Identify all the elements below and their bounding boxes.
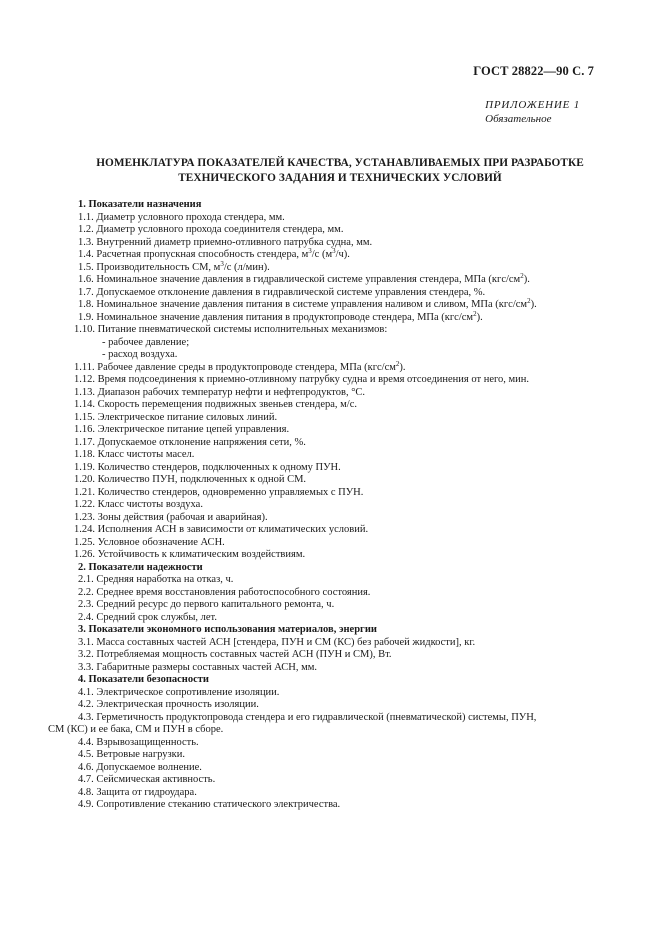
list-item-1-25: 1.25. Условное обозначение АСН. (74, 536, 225, 548)
superscript-2: 2 (520, 272, 524, 280)
list-item-1-18: 1.18. Класс чистоты масел. (74, 449, 195, 460)
appendix-status: Обязательное (485, 113, 552, 125)
list-item-1-7: 1.7. Допускаемое отклонение давления в гидравлической системе управления стендера, %. (78, 286, 486, 298)
list-item-1-11-text-a: 1.11. Рабочее давление среды в продуктопроводе стендера, МПа (кгс/см (74, 361, 396, 373)
nomenclature-list (0, 199, 661, 812)
list-item-2-1: 2.1. Средняя наработка на отказ, ч. (78, 574, 234, 585)
list-item-1-9-text-b: ). (476, 311, 483, 323)
appendix-label (485, 98, 580, 126)
list-item-1-21: 1.21. Количество стендеров, одновременно управляемых с ПУН. (74, 486, 364, 498)
list-item-1-8 (0, 299, 661, 312)
list-item-4-4: 4.4. Взрывозащищенность. (78, 736, 199, 748)
list-item-1-3: 1.3. Внутренний диаметр приемно-отливного патрубка судна, мм. (78, 236, 373, 248)
title-line-2: ТЕХНИЧЕСКОГО ЗАДАНИЯ И ТЕХНИЧЕСКИХ УСЛОВИЙ (178, 172, 502, 184)
list-item-4-3-continuation: СМ (КС) и ее бака, СМ и ПУН в сборе. (48, 724, 224, 735)
list-item-1-5-text-a: 1.5. Производительность СМ, м (78, 261, 221, 273)
list-item-4-3: 4.3. Герметичность продуктопровода стендера и его гидравлической (пневматической) системы, ПУН, (78, 711, 537, 723)
list-item-2-2: 2.2. Среднее время восстановления работоспособного состояния. (78, 586, 371, 598)
section-heading-2: 2. Показатели надежности (78, 561, 203, 573)
list-item-1-13: 1.13. Диапазон рабочих температур нефти и нефтепродуктов, °С. (74, 386, 366, 398)
superscript-3: 3 (308, 247, 312, 255)
list-item-1-4-text-c: /ч). (335, 249, 350, 260)
list-item-1-6 (0, 274, 661, 287)
list-subitem-working-pressure: - рабочее давление; (102, 336, 190, 348)
section-heading-1: 1. Показатели назначения (78, 199, 202, 210)
list-item-1-23: 1.23. Зоны действия (рабочая и аварийная). (74, 511, 268, 523)
list-item-3-2: 3.2. Потребляемая мощность составных частей АСН (ПУН и СМ), Вт. (78, 649, 392, 660)
list-item-4-9: 4.9. Сопротивление стеканию статического электричества. (78, 799, 341, 810)
list-item-2-4: 2.4. Средний срок службы, лет. (78, 611, 217, 623)
section-heading-4: 4. Показатели безопасности (78, 674, 209, 685)
superscript-3: 3 (332, 247, 336, 255)
list-item-2-3: 2.3. Средний ресурс до первого капитального ремонта, ч. (78, 599, 335, 610)
list-item-1-26: 1.26. Устойчивость к климатическим воздействиям. (74, 549, 306, 560)
document-title (60, 156, 620, 186)
superscript-2: 2 (395, 359, 400, 368)
appendix-title: ПРИЛОЖЕНИЕ 1 (485, 99, 580, 111)
superscript-2: 2 (527, 297, 531, 305)
list-item-4-6: 4.6. Допускаемое волнение. (78, 761, 202, 773)
list-item-1-24: 1.24. Исполнения АСН в зависимости от климатических условий. (74, 524, 369, 535)
list-item-1-8-text-b: ). (530, 299, 537, 310)
list-item-4-2: 4.2. Электрическая прочность изоляции. (78, 699, 259, 710)
superscript-2: 2 (473, 309, 477, 318)
list-item-1-22: 1.22. Класс чистоты воздуха. (74, 499, 203, 510)
list-item-4-8: 4.8. Защита от гидроудара. (78, 786, 197, 798)
list-item-1-15: 1.15. Электрическое питание силовых линий. (74, 411, 278, 423)
list-item-1-11 (0, 359, 661, 375)
list-item-1-9-text-a: 1.9. Номинальное значение давления питания в продуктопроводе стендера, МПа (кгс/см (78, 311, 474, 323)
section-heading-3: 3. Показатели экономного использования материалов, энергии (78, 624, 377, 635)
list-item-1-19: 1.19. Количество стендеров, подключенных к одному ПУН. (74, 461, 341, 473)
list-item-1-11-text-b: ). (399, 361, 406, 373)
list-item-4-7: 4.7. Сейсмическая активность. (78, 774, 216, 785)
list-item-1-14: 1.14. Скорость перемещения подвижных звеньев стендера, м/с. (74, 399, 357, 410)
list-item-3-1: 3.1. Масса составных частей АСН [стендера, ПУН и СМ (КС) без рабочей жидкости], кг. (78, 636, 476, 648)
title-line-1: НОМЕНКЛАТУРА ПОКАЗАТЕЛЕЙ КАЧЕСТВА, УСТАНАВЛИВАЕМЫХ ПРИ РАЗРАБОТКЕ (96, 157, 584, 169)
list-item-1-1: 1.1. Диаметр условного прохода стендера, мм. (78, 211, 285, 223)
page-header: ГОСТ 28822—90 С. 7 (473, 64, 594, 78)
list-item-1-12: 1.12. Время подсоединения к приемно-отливному патрубку судна и время отсоединения от него, мин. (74, 374, 530, 385)
list-item-1-5 (0, 259, 661, 275)
list-item-3-3: 3.3. Габаритные размеры составных частей АСН, мм. (78, 661, 318, 673)
list-item-1-10: 1.10. Питание пневматической системы исполнительных механизмов: (74, 324, 388, 335)
list-item-1-17: 1.17. Допускаемое отклонение напряжения сети, %. (74, 436, 306, 448)
list-item-1-4 (0, 249, 661, 262)
list-subitem-air-flow: - расход воздуха. (102, 349, 178, 360)
list-item-1-4-text-b: /с (м (311, 249, 333, 260)
list-item-1-4-text-a: 1.4. Расчетная пропускная способность стендера, м (78, 249, 309, 260)
list-item-1-6-text-a: 1.6. Номинальное значение давления в гидравлической системе управления стендера, МПа (кгс/см (78, 274, 521, 285)
list-item-1-9 (0, 309, 661, 325)
superscript-3: 3 (220, 259, 224, 268)
list-item-1-6-text-b: ). (523, 274, 530, 285)
list-item-1-16: 1.16. Электрическое питание цепей управления. (74, 424, 290, 435)
list-item-1-20: 1.20. Количество ПУН, подключенных к одной СМ. (74, 474, 307, 485)
list-item-1-2: 1.2. Диаметр условного прохода соединителя стендера, мм. (78, 224, 344, 235)
list-item-4-1: 4.1. Электрическое сопротивление изоляции. (78, 686, 280, 698)
list-item-4-5: 4.5. Ветровые нагрузки. (78, 749, 185, 760)
list-item-1-8-text-a: 1.8. Номинальное значение давления питания в системе управления наливом и сливом, МПа (кгс/см (78, 299, 528, 310)
list-item-1-5-text-b: /с (л/мин). (223, 261, 270, 273)
